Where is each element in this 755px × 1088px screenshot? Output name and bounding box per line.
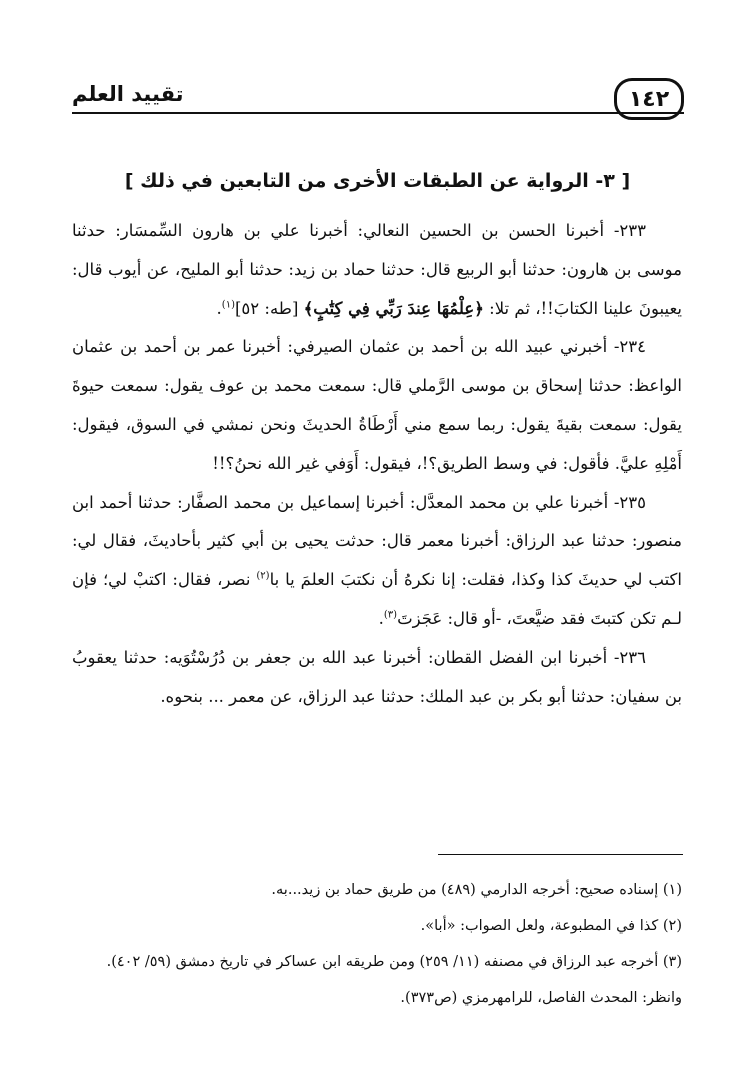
paragraph-text: ٢٣٦- أخبرنا ابن الفضل القطان: أخبرنا عبد الله بن جعفر بن دُرُسْتُوَيه: حدثنا يعقوبُ بن سفيان: حدثنا أبو بكر بن عبد الملك: حدثنا عبد الرزاق، عن معمر ... بنحوه. [72, 647, 682, 706]
paragraph-text: ٢٣٣- أخبرنا الحسن بن الحسين النعالي: أخبرنا علي بن هارون السِّمسَار: حدثنا موسى بن هارون: حدثنا أبو الربيع قال: حدثنا حماد بن زيد: حدثنا أبو المليح، عن أيوب قال: يعيبونَ علينا الكتابَ!!، ثم تلا: [72, 221, 682, 318]
footnote-3: (٣) أخرجه عبد الرزاق في مصنفه (١١/ ٢٥٩) ومن طريقه ابن عساكر في تاريخ دمشق (٥٩/ ٤٠٢). وانظر: المحدث الفاصل، للرامهرمزي (ص٣٧٣). [106, 954, 682, 1006]
paragraph-text: ٢٣٥- أخبرنا علي بن محمد المعدَّل: أخبرنا إسماعيل بن محمد الصفَّار: حدثنا أحمد ابن منصور: حدثنا عبد الرزاق: أخبرنا معمر قال: حدثت يحيى بن أبي كثير بأحاديثَ، فقال لي: اكتب لي حديثَ كذا وكذا، فقلت: إنا نكرهُ أن نكتبَ العلمَ يا با [72, 492, 682, 590]
footnote-marker: (١) [221, 299, 235, 311]
running-title: تقييد العلم [72, 82, 184, 106]
main-text [72, 212, 682, 716]
quran-verse: ﴿عِلْمُهَا عِندَ رَبِّي فِي كِتَٰبٍ﴾ [303, 298, 484, 318]
paragraph-236 [72, 639, 682, 717]
header-rule [72, 112, 684, 114]
footnote-1: (١) إسناده صحيح: أخرجه الدارمي (٤٨٩) من طريق حماد بن زيد...به. [271, 882, 682, 898]
footnote-separator [438, 854, 683, 855]
section-title: [ ٣- الرواية عن الطبقات الأخرى من التابعين في ذلك ] [124, 170, 631, 192]
footnote-2: (٢) كذا في المطبوعة، ولعل الصواب: «أبا». [420, 918, 682, 934]
paragraph-235 [72, 484, 682, 639]
paragraph-233 [72, 212, 682, 328]
page-number: ١٤٢ [628, 86, 670, 112]
footnote-marker: (٢) [256, 570, 270, 582]
paragraph-234 [72, 328, 682, 483]
footnotes [72, 872, 682, 1016]
verse-reference: [طه: ٥٢] [234, 298, 304, 318]
paragraph-end: . [216, 298, 222, 318]
paragraph-end: . [378, 608, 384, 628]
paragraph-text: ٢٣٤- أخبرني عبيد الله بن أحمد بن عثمان الصيرفي: أخبرنا عمر بن أحمد بن عثمان الواعظ: حدثنا إسحاق بن موسى الرَّملي قال: سمعت محمد بن عوف يقول: سمعت حيوةَ يقول: سمعت بقيةَ يقول: ربما سمع مني أَرْطَاةُ الحديثَ ونحن نمشي في السوق، فيقول: أَمْلِهِ عليَّ. فأقول: في وسط الطريق؟!، فيقول: أَوَفي غير الله نحنُ؟!! [72, 337, 682, 473]
page-header [72, 78, 684, 120]
footnote-marker: (٣) [383, 609, 398, 621]
paragraph-text-cont: نصر، فقال: اكتبْ لي؛ فإن لـم تكن كتبتَ فقد ضيَّعتَ، -أو قال: عَجَزتَ [72, 570, 682, 628]
